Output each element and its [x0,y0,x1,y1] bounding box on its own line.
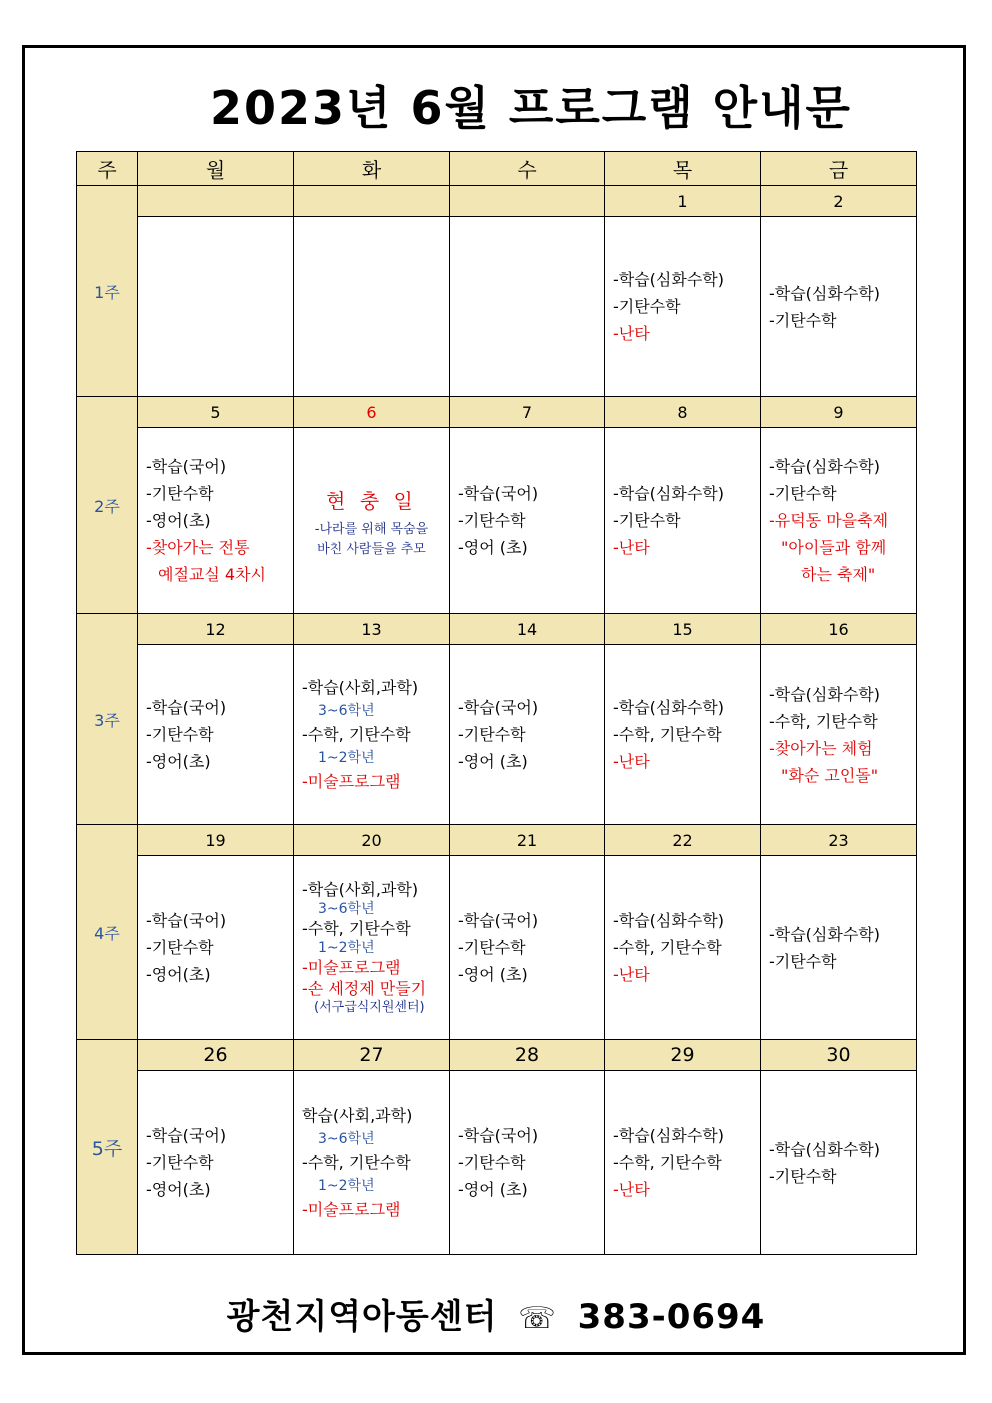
schedule-item: -수학, 기탄수학 [769,711,878,731]
day-cell [294,856,450,1040]
day-cell [761,1071,917,1255]
content-row [77,217,917,397]
date-cell: 30 [761,1040,917,1071]
date-cell: 29 [605,1040,761,1071]
content-row [77,1071,917,1255]
schedule-item: -수학, 기탄수학 [613,938,722,957]
date-row [77,825,917,856]
schedule-item: -기탄수학 [146,484,214,503]
date-cell: 21 [450,825,605,856]
phone-number: 383-0694 [577,1297,766,1337]
schedule-item: 하는 축제" [801,565,876,584]
schedule-item: -기탄수학 [146,938,214,957]
header-thu: 목 [605,152,761,186]
week-label: 2주 [77,397,138,614]
day-cell [450,645,605,825]
schedule-item: -난타 [613,1180,650,1199]
header-fri: 금 [761,152,917,186]
schedule-item: -기탄수학 [458,725,526,744]
day-cell [450,428,605,614]
schedule-item: -기탄수학 [458,511,526,530]
header-mon: 월 [138,152,294,186]
day-cell [761,428,917,614]
schedule-item: -영어 (초) [458,1180,528,1199]
day-cell [450,856,605,1040]
date-cell: 6 [294,397,450,428]
date-cell: 15 [605,614,761,645]
date-cell: 7 [450,397,605,428]
date-cell: 26 [138,1040,294,1071]
schedule-item: -학습(심화수학) [613,1126,724,1145]
schedule-item: -학습(국어) [458,484,539,503]
schedule-item: -찾아가는 전통 [146,538,250,557]
date-cell [450,186,605,217]
schedule-item: -수학, 기탄수학 [302,725,411,744]
schedule-item: 3~6학년 [318,703,375,719]
day-cell [450,217,605,397]
schedule-item: 현 충 일 [326,488,417,513]
week-label: 4주 [77,825,138,1040]
day-cell [138,428,294,614]
day-cell [450,1071,605,1255]
date-row [77,397,917,428]
date-cell: 8 [605,397,761,428]
schedule-item: 1~2학년 [318,939,375,956]
schedule-item: -학습(심화수학) [769,1139,880,1159]
day-cell [138,217,294,397]
schedule-item: -난타 [613,965,650,984]
schedule-item: -기탄수학 [769,951,837,971]
schedule-item: -기탄수학 [146,1153,214,1172]
content-row [77,645,917,825]
schedule-item: 3~6학년 [318,900,375,917]
date-cell: 16 [761,614,917,645]
schedule-item: -미술프로그램 [302,957,401,977]
day-cell [294,645,450,825]
week-label: 3주 [77,614,138,825]
schedule-item: -학습(국어) [458,1126,539,1145]
schedule-item: -나라를 위해 목숨을 [314,521,429,537]
date-cell [294,186,450,217]
date-cell: 20 [294,825,450,856]
schedule-item: -영어 (초) [458,965,528,984]
schedule-item: -수학, 기탄수학 [613,725,722,744]
date-cell: 22 [605,825,761,856]
telephone-icon: ☏ [518,1301,557,1336]
day-cell [138,1071,294,1255]
schedule-item: -영어(초) [146,1180,211,1199]
schedule-item: "화순 고인돌" [781,765,879,785]
schedule-item: -영어(초) [146,965,211,984]
date-cell: 27 [294,1040,450,1071]
schedule-item: 예절교실 4차시 [158,565,267,584]
schedule-item: 1~2학년 [318,1178,375,1194]
content-row [77,856,917,1040]
schedule-item: -수학, 기탄수학 [302,1153,411,1172]
schedule-item: -유덕동 마을축제 [769,511,889,530]
schedule-item: 학습(사회,과학) [302,1106,413,1125]
header-week: 주 [77,152,138,186]
schedule-item: -학습(국어) [146,698,227,717]
date-cell: 28 [450,1040,605,1071]
day-cell [605,856,761,1040]
date-row [77,614,917,645]
schedule-item: -학습(심화수학) [613,484,724,503]
schedule-item: -난타 [613,752,650,771]
schedule-item: -기탄수학 [613,511,681,530]
center-name: 광천지역아동센터 [226,1297,498,1337]
day-cell [605,428,761,614]
day-cell [761,645,917,825]
schedule-item: -기탄수학 [458,1153,526,1172]
header-wed: 수 [450,152,605,186]
date-cell: 14 [450,614,605,645]
schedule-item: -기탄수학 [769,1166,837,1186]
schedule-item: -학습(심화수학) [769,924,880,944]
week-label: 5주 [77,1040,138,1255]
schedule-item: -학습(심화수학) [769,283,880,303]
week-label: 1주 [77,186,138,397]
schedule-item: -기탄수학 [769,484,837,503]
date-row [77,186,917,217]
schedule-item: -기탄수학 [613,297,681,316]
schedule-item: -학습(심화수학) [769,684,880,704]
schedule-item: -학습(국어) [458,698,539,717]
schedule-item: -학습(국어) [458,911,539,930]
schedule-item: -미술프로그램 [302,1200,401,1219]
schedule-item: -난타 [613,324,650,343]
day-cell [138,645,294,825]
schedule-item: -학습(사회,과학) [302,678,419,697]
schedule-table [76,151,917,1255]
day-cell [605,645,761,825]
schedule-item: -기탄수학 [458,938,526,957]
date-cell: 13 [294,614,450,645]
schedule-item: -학습(국어) [146,1126,227,1145]
schedule-item: -수학, 기탄수학 [613,1153,722,1172]
header-tue: 화 [294,152,450,186]
schedule-item: -학습(국어) [146,457,227,476]
date-cell: 9 [761,397,917,428]
schedule-item: -난타 [613,538,650,557]
schedule-item: 3~6학년 [318,1131,375,1147]
date-cell: 23 [761,825,917,856]
schedule-item: -찾아가는 체험 [769,738,873,758]
date-row [77,1040,917,1071]
page-title: 2023년 6월 프로그램 안내문 [209,81,852,135]
date-cell: 2 [761,186,917,217]
day-cell [294,217,450,397]
date-cell: 12 [138,614,294,645]
schedule-item: (서구급식지원센터) [314,999,425,1015]
schedule-item: -학습(국어) [146,911,227,930]
schedule-item: -손 세정제 만들기 [302,978,427,998]
schedule-item: -수학, 기탄수학 [302,918,411,938]
day-cell [605,1071,761,1255]
date-cell [138,186,294,217]
schedule-item: -기탄수학 [769,310,837,330]
schedule-item: -학습(심화수학) [769,457,880,476]
day-cell [294,1071,450,1255]
schedule-item: -영어 (초) [458,538,528,557]
schedule-item: -학습(사회,과학) [302,879,419,899]
schedule-item: -학습(심화수학) [613,698,724,717]
schedule-item: -영어(초) [146,511,211,530]
header-row [77,152,917,186]
date-cell: 5 [138,397,294,428]
schedule-item: -영어 (초) [458,752,528,771]
schedule-item: -학습(심화수학) [613,270,724,289]
schedule-item: -미술프로그램 [302,772,401,791]
schedule-item: -기탄수학 [146,725,214,744]
schedule-item: 1~2학년 [318,750,375,766]
day-cell [761,856,917,1040]
schedule-item: "아이들과 함께 [781,538,887,557]
content-row [77,428,917,614]
day-cell [605,217,761,397]
day-cell [761,217,917,397]
day-cell [294,428,450,614]
day-cell [138,856,294,1040]
schedule-item: -영어(초) [146,752,211,771]
schedule-item: -학습(심화수학) [613,911,724,930]
date-cell: 19 [138,825,294,856]
footer [0,1289,992,1338]
schedule-item: 바친 사람들을 추모 [317,541,426,557]
date-cell: 1 [605,186,761,217]
